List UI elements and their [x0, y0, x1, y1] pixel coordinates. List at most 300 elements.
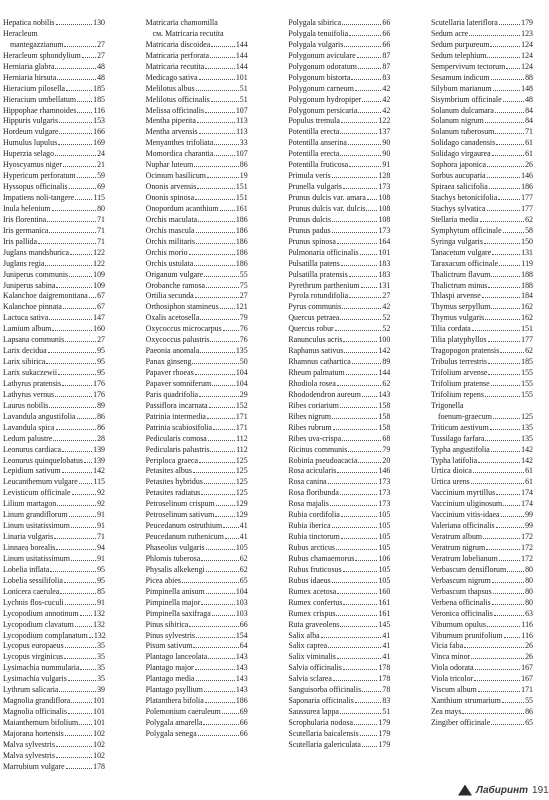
- entry-name: Ononis arvensis: [145, 182, 197, 192]
- entry-name: Orchis maculata: [145, 214, 198, 224]
- entry-page-number: 103: [235, 608, 248, 618]
- entry-page-number: 90: [382, 149, 391, 159]
- dot-leader: [195, 368, 235, 375]
- entry-name: Thymus serpyllum: [430, 302, 491, 312]
- entry-page-number: 104: [235, 368, 248, 377]
- entry-page-number: 108: [378, 203, 391, 213]
- entry-name: Solidago canadensis: [430, 138, 496, 148]
- entry-page-number: 48: [97, 72, 105, 82]
- dot-leader: [212, 379, 235, 386]
- index-entry: [146, 390, 248, 401]
- index-entry: [288, 565, 390, 576]
- dot-leader: [48, 346, 97, 353]
- entry-name: Polygonum aviculare: [288, 50, 356, 60]
- entry-page-number: 66: [239, 718, 248, 727]
- entry-page-number: 144: [378, 368, 391, 377]
- dot-leader: [362, 740, 378, 747]
- entry-name: Linnaea borealis: [3, 543, 56, 552]
- index-entry: [3, 401, 105, 412]
- dot-leader: [340, 401, 378, 408]
- dot-leader: [189, 248, 235, 255]
- dot-leader: [216, 499, 235, 506]
- entry-page-number: 89: [97, 400, 105, 410]
- entry-page-number: 80: [525, 586, 533, 596]
- index-entry: [146, 565, 248, 576]
- entry-page-number: 124: [521, 39, 533, 49]
- entry-page-number: 52: [382, 313, 391, 323]
- dot-leader: [332, 215, 377, 222]
- dot-leader: [333, 674, 378, 681]
- entry-page-number: 106: [378, 553, 391, 563]
- entry-name: Urtica urens: [430, 477, 470, 487]
- index-entry: [431, 73, 533, 84]
- entry-name: Rosa majalis: [288, 499, 329, 509]
- entry-name: Heracleum: [3, 28, 38, 38]
- entry-name: Papaver somniferum: [145, 378, 212, 388]
- entry-name: Salvia sclarea: [288, 674, 332, 684]
- dot-leader: [204, 270, 238, 277]
- index-entry: [146, 313, 248, 324]
- dot-leader: [208, 652, 235, 659]
- dot-leader: [79, 718, 92, 725]
- entry-name: Lavandula angustifolia: [3, 411, 76, 421]
- index-entry: [288, 18, 390, 29]
- entry-page-number: 104: [235, 586, 248, 596]
- entry-name: Veratrum lobelianum: [430, 553, 498, 563]
- entry-page-number: 51: [239, 94, 248, 104]
- entry-page-number: 21: [97, 160, 105, 170]
- index-entry: [3, 95, 105, 106]
- index-entry: [431, 466, 533, 477]
- dot-leader: [54, 532, 96, 539]
- entry-name: Lobelia sessilifolia: [3, 575, 63, 585]
- entry-page-number: 158: [378, 422, 391, 432]
- index-entry: [146, 543, 248, 554]
- index-entry: [288, 620, 390, 631]
- dot-leader: [69, 270, 92, 277]
- entry-name: Veratrum nigrum: [430, 543, 486, 552]
- index-entry: [431, 226, 533, 237]
- dot-leader: [208, 434, 235, 441]
- index-entry: [431, 248, 533, 259]
- dot-leader: [337, 379, 382, 386]
- dot-leader: [495, 127, 524, 134]
- dot-leader: [475, 663, 520, 670]
- index-entry: [288, 729, 390, 740]
- index-entry: [288, 641, 390, 652]
- index-entry: [288, 663, 390, 674]
- dot-leader: [494, 609, 524, 616]
- index-entry: [3, 127, 105, 138]
- entry-page-number: 112: [236, 444, 248, 454]
- entry-page-number: 161: [378, 597, 391, 607]
- dot-leader: [84, 456, 92, 463]
- entry-page-number: 51: [239, 83, 248, 93]
- entry-page-number: 116: [521, 619, 533, 629]
- entry-name: Rosa floribunda: [288, 488, 339, 498]
- index-entry: [288, 138, 390, 149]
- entry-name: Humulus lupulus: [3, 138, 58, 148]
- entry-page-number: 91: [97, 510, 105, 520]
- entry-page-number: 125: [235, 466, 248, 476]
- entry-name: Taraxacum officinale: [430, 258, 498, 268]
- index-entry: [146, 248, 248, 259]
- entry-page-number: 27: [239, 291, 248, 301]
- entry-name: Phlomis tuberosa: [145, 553, 201, 563]
- index-entry: [3, 248, 105, 259]
- dot-leader: [366, 204, 377, 211]
- index-entry: [146, 707, 248, 718]
- entry-page-number: 101: [93, 696, 105, 706]
- entry-page-number: 27: [97, 335, 105, 345]
- entry-name: Phaseolus vulgaris: [145, 543, 205, 552]
- dot-leader: [59, 127, 92, 134]
- dot-leader: [71, 521, 96, 528]
- entry-name: Rumex crispus: [288, 608, 336, 618]
- dot-leader: [484, 237, 520, 244]
- entry-page-number: 172: [521, 553, 533, 563]
- entry-name: Vaccinium uliginosum: [430, 499, 503, 509]
- dot-leader: [79, 477, 93, 484]
- index-entry: [3, 73, 105, 84]
- dot-leader: [211, 95, 239, 102]
- index-entry: [288, 357, 390, 368]
- dot-leader: [340, 149, 381, 156]
- dot-leader: [333, 423, 378, 430]
- dot-leader: [490, 40, 520, 47]
- dot-leader: [485, 116, 524, 123]
- entry-page-number: 102: [93, 750, 105, 760]
- index-entry: [288, 631, 390, 642]
- entry-page-number: 102: [93, 728, 105, 738]
- dot-leader: [492, 598, 524, 605]
- index-entry: [3, 510, 105, 521]
- entry-name: Plantago media: [145, 674, 195, 684]
- entry-page-number: 121: [235, 302, 248, 312]
- entry-name: Hieracium pilosella: [3, 83, 66, 93]
- entry-page-number: 186: [235, 696, 248, 706]
- entry-page-number: 172: [521, 532, 533, 542]
- entry-page-number: 67: [97, 302, 105, 312]
- entry-page-number: 35: [97, 641, 105, 651]
- entry-name: Majorana hortensis: [3, 728, 64, 738]
- dot-leader: [198, 215, 235, 222]
- entry-name: Peucedanum ostruthium: [145, 521, 223, 531]
- dot-leader: [487, 51, 520, 58]
- entry-name: Juglans mandshurica: [3, 247, 69, 257]
- entry-name: Rumex acetosa: [288, 586, 337, 596]
- entry-page-number: 144: [235, 61, 248, 71]
- index-entry: [288, 510, 390, 521]
- dot-leader: [206, 543, 235, 550]
- entry-name: Viburnum opulus: [430, 619, 486, 629]
- index-entry: [146, 521, 248, 532]
- entry-name: Hypericum perforatum: [3, 171, 76, 181]
- entry-name: Veronica officinalis: [430, 608, 493, 618]
- dot-leader: [47, 215, 96, 222]
- entry-name: Rubus chamaemorus: [288, 553, 355, 563]
- index-entry: [146, 554, 248, 565]
- entry-name: Pimpinella saxifraga: [145, 608, 211, 618]
- entry-page-number: 42: [382, 83, 391, 93]
- entry-name: Orchis ustulata: [145, 258, 194, 268]
- entry-page-number: 42: [382, 302, 391, 312]
- index-entry: [146, 445, 248, 456]
- dot-leader: [49, 226, 96, 233]
- dot-leader: [199, 390, 239, 397]
- entry-page-number: 171: [235, 422, 248, 432]
- entry-name: Magnolia grandiflora: [3, 696, 71, 706]
- index-entry: [3, 641, 105, 652]
- dot-leader: [480, 215, 525, 222]
- index-entry: [146, 379, 248, 390]
- index-entry: [288, 106, 390, 117]
- dot-leader: [63, 302, 96, 309]
- dot-leader: [362, 390, 378, 397]
- index-entry: [288, 401, 390, 412]
- dot-leader: [210, 51, 235, 58]
- dot-leader: [199, 456, 235, 463]
- entry-page-number: 178: [378, 674, 391, 684]
- index-entry: [288, 160, 390, 171]
- dot-leader: [80, 663, 96, 670]
- entry-name: Scrophularia nodosa: [288, 718, 353, 727]
- dot-leader: [340, 313, 381, 320]
- dot-leader: [46, 357, 96, 364]
- entry-page-number: 186: [235, 247, 248, 257]
- entry-name: Linum usitatissimum: [3, 521, 70, 531]
- dot-leader: [198, 729, 239, 736]
- entry-name: Lavandula spica: [3, 422, 55, 432]
- dot-leader: [349, 160, 381, 167]
- entry-page-number: 71: [97, 225, 105, 235]
- entry-name: Ribes nigrum: [288, 411, 332, 421]
- dot-leader: [52, 324, 92, 331]
- index-entry: [146, 729, 248, 740]
- dot-leader: [348, 445, 381, 452]
- entry-page-number: 62: [239, 564, 248, 574]
- plant-index: [3, 18, 533, 780]
- dot-leader: [499, 554, 520, 561]
- dot-leader: [328, 477, 378, 484]
- entry-name: Momordica charantia: [145, 149, 214, 159]
- index-entry: [431, 324, 533, 335]
- dot-leader: [64, 652, 96, 659]
- entry-page-number: 144: [235, 50, 248, 60]
- dot-leader: [196, 674, 235, 681]
- entry-page-number: 135: [521, 433, 533, 443]
- entry-page-number: 171: [235, 411, 248, 421]
- index-entry: [431, 138, 533, 149]
- entry-page-number: 188: [521, 280, 533, 290]
- entry-page-number: 115: [93, 193, 105, 202]
- index-entry: [288, 270, 390, 281]
- index-entry: [3, 434, 105, 445]
- entry-page-number: 85: [97, 586, 105, 596]
- entry-name: Leucanthemum vulgare: [3, 477, 78, 487]
- index-entry: [3, 226, 105, 237]
- index-entry: [431, 685, 533, 696]
- entry-page-number: 143: [235, 663, 248, 673]
- index-entry: [288, 423, 390, 434]
- index-entry: [288, 335, 390, 346]
- index-entry: [288, 346, 390, 357]
- entry-page-number: 109: [93, 269, 105, 279]
- entry-page-number: 151: [521, 324, 533, 334]
- dot-leader: [223, 324, 239, 331]
- index-entry: [288, 281, 390, 292]
- entry-page-number: 160: [378, 586, 391, 596]
- dot-leader: [214, 149, 234, 156]
- index-entry: [288, 521, 390, 532]
- entry-page-number: 66: [382, 18, 391, 27]
- index-entry: [288, 652, 390, 663]
- dot-leader: [209, 401, 235, 408]
- dot-leader: [487, 160, 524, 167]
- index-entry: [3, 412, 105, 423]
- dot-leader: [193, 466, 235, 473]
- index-entry: [431, 357, 533, 368]
- entry-page-number: 50: [239, 357, 248, 367]
- index-entry: [146, 685, 248, 696]
- entry-name: Herniaria glabra: [3, 61, 55, 71]
- entry-page-number: 176: [93, 389, 105, 399]
- dot-leader: [499, 18, 520, 25]
- dot-leader: [471, 652, 524, 659]
- index-entry: [3, 171, 105, 182]
- entry-name: foenum-graecum: [437, 411, 492, 421]
- dot-leader: [210, 445, 235, 452]
- entry-name: Spiraea salicifolia: [430, 182, 488, 192]
- index-entry: [431, 149, 533, 160]
- dot-leader: [344, 346, 377, 353]
- entry-name: Linaria vulgaris: [3, 532, 54, 542]
- index-entry: [146, 587, 248, 598]
- entry-page-number: 174: [521, 499, 533, 509]
- entry-name: Pyrus communis: [288, 302, 342, 312]
- entry-name: Melilotus officinalis: [145, 94, 210, 104]
- entry-name: Xanthium strumarium: [430, 696, 501, 706]
- entry-name: Paris quadrifolia: [145, 389, 199, 399]
- dot-leader: [50, 565, 96, 572]
- index-entry: [3, 313, 105, 324]
- entry-page-number: 61: [525, 149, 533, 159]
- entry-page-number: 132: [93, 630, 106, 640]
- index-column-2: [146, 18, 248, 780]
- index-entry: [288, 532, 390, 543]
- index-entry: [3, 565, 105, 576]
- entry-page-number: 143: [378, 389, 391, 399]
- dot-leader: [196, 226, 235, 233]
- entry-page-number: 28: [97, 433, 105, 443]
- page-footer: [458, 782, 549, 798]
- entry-name: Lapsana communis: [3, 335, 65, 345]
- index-column-4: [431, 18, 533, 780]
- entry-page-number: 48: [525, 94, 533, 104]
- dot-leader: [343, 182, 377, 189]
- entry-name: Solidago virgaurea: [430, 149, 491, 159]
- dot-leader: [341, 116, 378, 123]
- entry-page-number: 100: [378, 335, 391, 345]
- entry-name: Sophora japonica: [430, 160, 486, 170]
- index-entry: [3, 51, 105, 62]
- entry-page-number: 125: [521, 411, 533, 421]
- entry-page-number: 64: [239, 641, 248, 651]
- entry-name: Vaccinium myrtillus: [430, 488, 496, 498]
- entry-name: Petasites radiatus: [145, 488, 201, 498]
- entry-name: Typha angustifolia: [430, 444, 490, 454]
- entry-name: Thalictrum minus: [430, 280, 488, 290]
- index-entry: [146, 434, 248, 445]
- dot-leader: [222, 707, 239, 714]
- entry-page-number: 55: [525, 696, 533, 706]
- entry-name: Patrinia scabiosifolia: [145, 422, 213, 432]
- entry-name: Mentha piperita: [145, 116, 196, 126]
- dot-leader: [56, 740, 92, 747]
- entry-name: Orchis morio: [145, 247, 188, 257]
- entry-page-number: 55: [239, 269, 248, 279]
- entry-name: Salix alba: [288, 630, 320, 640]
- dot-leader: [194, 259, 235, 266]
- index-entry: [288, 696, 390, 707]
- index-entry: [431, 84, 533, 95]
- entry-page-number: 87: [382, 61, 391, 71]
- entry-page-number: 188: [521, 269, 533, 279]
- dot-leader: [358, 106, 381, 113]
- index-entry: [146, 477, 248, 488]
- dot-leader: [496, 488, 520, 495]
- dot-leader: [196, 237, 235, 244]
- entry-name: Matricaria recutita: [145, 61, 205, 71]
- entry-page-number: 71: [525, 127, 533, 137]
- entry-page-number: 108: [378, 214, 391, 224]
- index-entry: [288, 73, 390, 84]
- index-entry: [288, 685, 390, 696]
- dot-leader: [200, 346, 234, 353]
- index-entry: [3, 116, 105, 127]
- entry-page-number: 132: [93, 619, 105, 629]
- entry-name: Malva sylvestris: [3, 750, 55, 760]
- entry-name: Saponaria officinalis: [288, 696, 354, 706]
- entry-name: Zea mays: [430, 707, 462, 717]
- dot-leader: [488, 368, 520, 375]
- index-entry: [288, 707, 390, 718]
- entry-name: Polygala tenuifolia: [288, 28, 349, 38]
- dot-leader: [193, 641, 238, 648]
- dot-leader: [62, 379, 92, 386]
- dot-leader: [348, 138, 382, 145]
- entry-page-number: 26: [525, 652, 533, 662]
- entry-name: Salvia officinalis: [288, 663, 342, 673]
- entry-name: Prunus dulcis var. dulcis: [288, 203, 366, 213]
- entry-name: Lycopodium complanatum: [3, 630, 88, 640]
- entry-name: Tragopogon pratensis: [430, 346, 500, 356]
- entry-name: Trigonella: [430, 400, 464, 410]
- entry-name: Triticum aestivum: [430, 422, 489, 432]
- index-entry: [3, 663, 105, 674]
- index-entry: [3, 762, 105, 773]
- entry-page-number: 84: [525, 105, 533, 115]
- entry-page-number: 185: [521, 357, 533, 367]
- entry-page-number: 164: [378, 236, 391, 246]
- dot-leader: [341, 259, 378, 266]
- entry-page-number: 161: [378, 608, 391, 618]
- entry-name: Petroselinum crispum: [145, 499, 215, 509]
- dot-leader: [55, 62, 96, 69]
- entry-page-number: 123: [521, 28, 533, 38]
- entry-name: Lobelia inflata: [3, 564, 50, 574]
- entry-page-number: 146: [378, 466, 391, 476]
